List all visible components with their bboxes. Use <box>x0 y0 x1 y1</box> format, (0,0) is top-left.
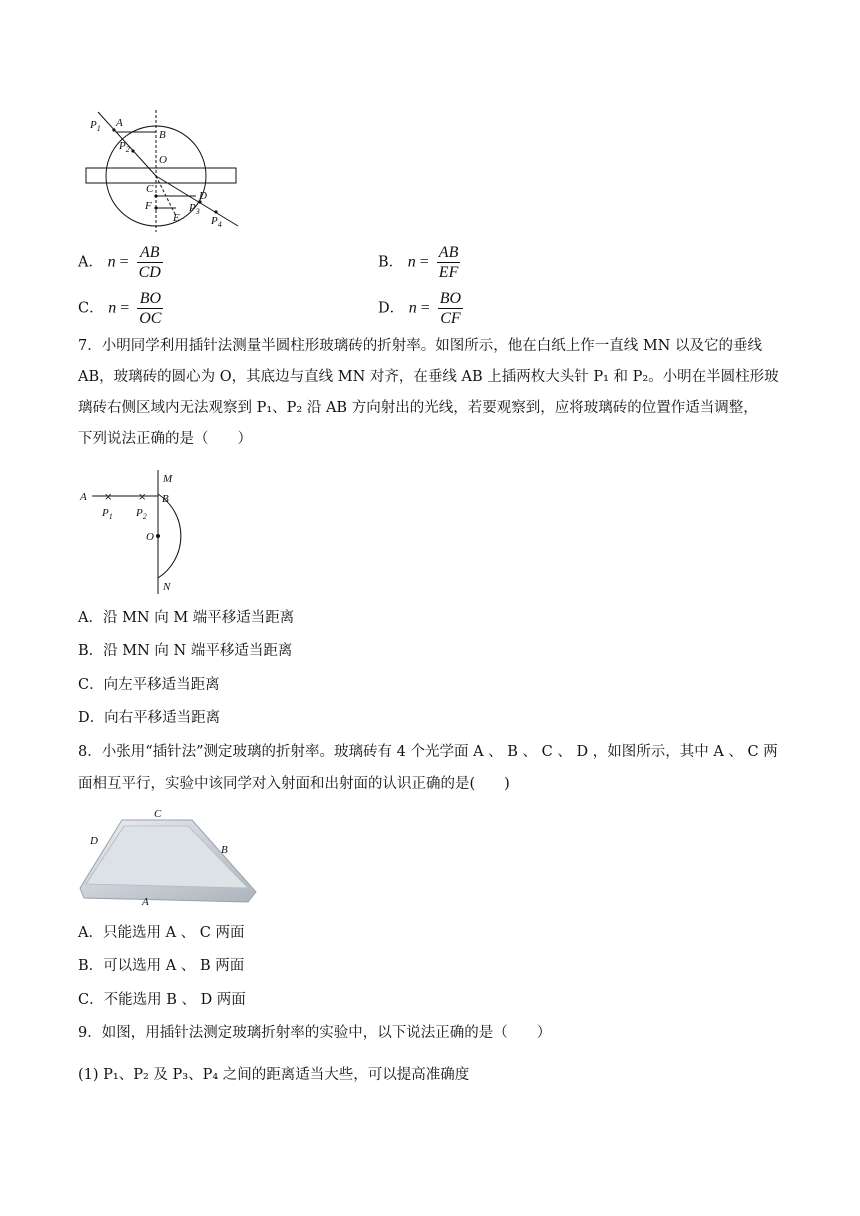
label-p3: $P_3$ <box>189 202 200 216</box>
label-n: N <box>163 581 171 593</box>
label-o: O <box>159 154 167 166</box>
q7-text-line-4: 下列说法正确的是（ ） <box>78 431 252 447</box>
q7-option-c: C．向左平移适当距离 <box>78 677 220 693</box>
label-a: A <box>142 896 149 906</box>
label-p2: $P_2$ <box>119 140 130 154</box>
q6-option-c: C． n = $\frac{BO}{OC}$ <box>78 290 162 327</box>
label-a: A <box>80 491 87 503</box>
label-f: F <box>145 200 152 212</box>
svg-text:×: × <box>104 492 113 503</box>
q8-option-b: B．可以选用 A 、 B 两面 <box>78 958 245 974</box>
q7-text-line-2: AB，玻璃砖的圆心为 O，其底边与直线 MN 对齐，在垂线 AB 上插两枚大头针 P₁ 和 P₂。小明在半圆柱形玻 <box>78 369 779 385</box>
label-e: E <box>173 212 180 224</box>
q6-option-a: A． n = $\frac{AB}{CD}$ <box>78 244 161 281</box>
q8-text-line-2: 面相互平行，实验中该同学对入射面和出射面的认识正确的是( ) <box>78 776 510 792</box>
figure-trapezoid-glass <box>78 806 264 906</box>
label-b: B <box>162 493 169 505</box>
q7-text-line-3: 璃砖右侧区域内无法观察到 P₁、P₂ 沿 AB 方向射出的光线，若要观察到，应将玻璃砖的位置作适当调整， <box>78 400 758 416</box>
label-b: B <box>159 129 166 141</box>
q9-text-line-1: 9．如图，用插针法测定玻璃折射率的实验中，以下说法正确的是（ ） <box>78 1025 552 1041</box>
q9-item-1: (1) P₁、P₂ 及 P₃、P₄ 之间的距离适当大些，可以提高准确度 <box>78 1067 470 1083</box>
q8-option-c: C．不能选用 B 、 D 两面 <box>78 992 246 1008</box>
figure-refraction-circle <box>78 108 258 234</box>
label-c: C <box>154 808 162 820</box>
q8-option-a: A．只能选用 A 、 C 两面 <box>78 925 245 941</box>
label-p1: $P_1$ <box>90 119 101 133</box>
q6-option-b: B． n = $\frac{AB}{EF}$ <box>378 244 459 281</box>
q7-text-line-1: 7．小明同学利用插针法测量半圆柱形玻璃砖的折射率。如图所示，他在白纸上作一直线 MN 以及它的垂线 <box>78 338 762 354</box>
q7-option-b: B．沿 MN 向 N 端平移适当距离 <box>78 643 293 659</box>
figure-semicircle-glass <box>78 466 218 598</box>
q7-option-d: D．向右平移适当距离 <box>78 710 221 726</box>
label-b: B <box>221 844 228 856</box>
label-a: A <box>116 117 123 129</box>
q6-option-d: D． n = $\frac{BO}{CF}$ <box>378 290 462 327</box>
q8-text-line-1: 8．小张用“插针法”测定玻璃的折射率。玻璃砖有 4 个光学面 A 、 B 、 C 、 D ，如图所示，其中 A 、 C 两 <box>78 744 778 760</box>
q7-option-a: A．沿 MN 向 M 端平移适当距离 <box>78 610 295 626</box>
label-o: O <box>146 531 154 543</box>
label-d: D <box>90 835 98 847</box>
label-p2: $P_2$ <box>136 507 147 521</box>
svg-text:×: × <box>138 492 147 503</box>
label-p1: $P_1$ <box>102 507 113 521</box>
label-m: M <box>163 473 173 485</box>
label-c: C <box>146 183 154 195</box>
label-p4: $P_4$ <box>211 215 222 229</box>
label-d: D <box>199 190 207 202</box>
